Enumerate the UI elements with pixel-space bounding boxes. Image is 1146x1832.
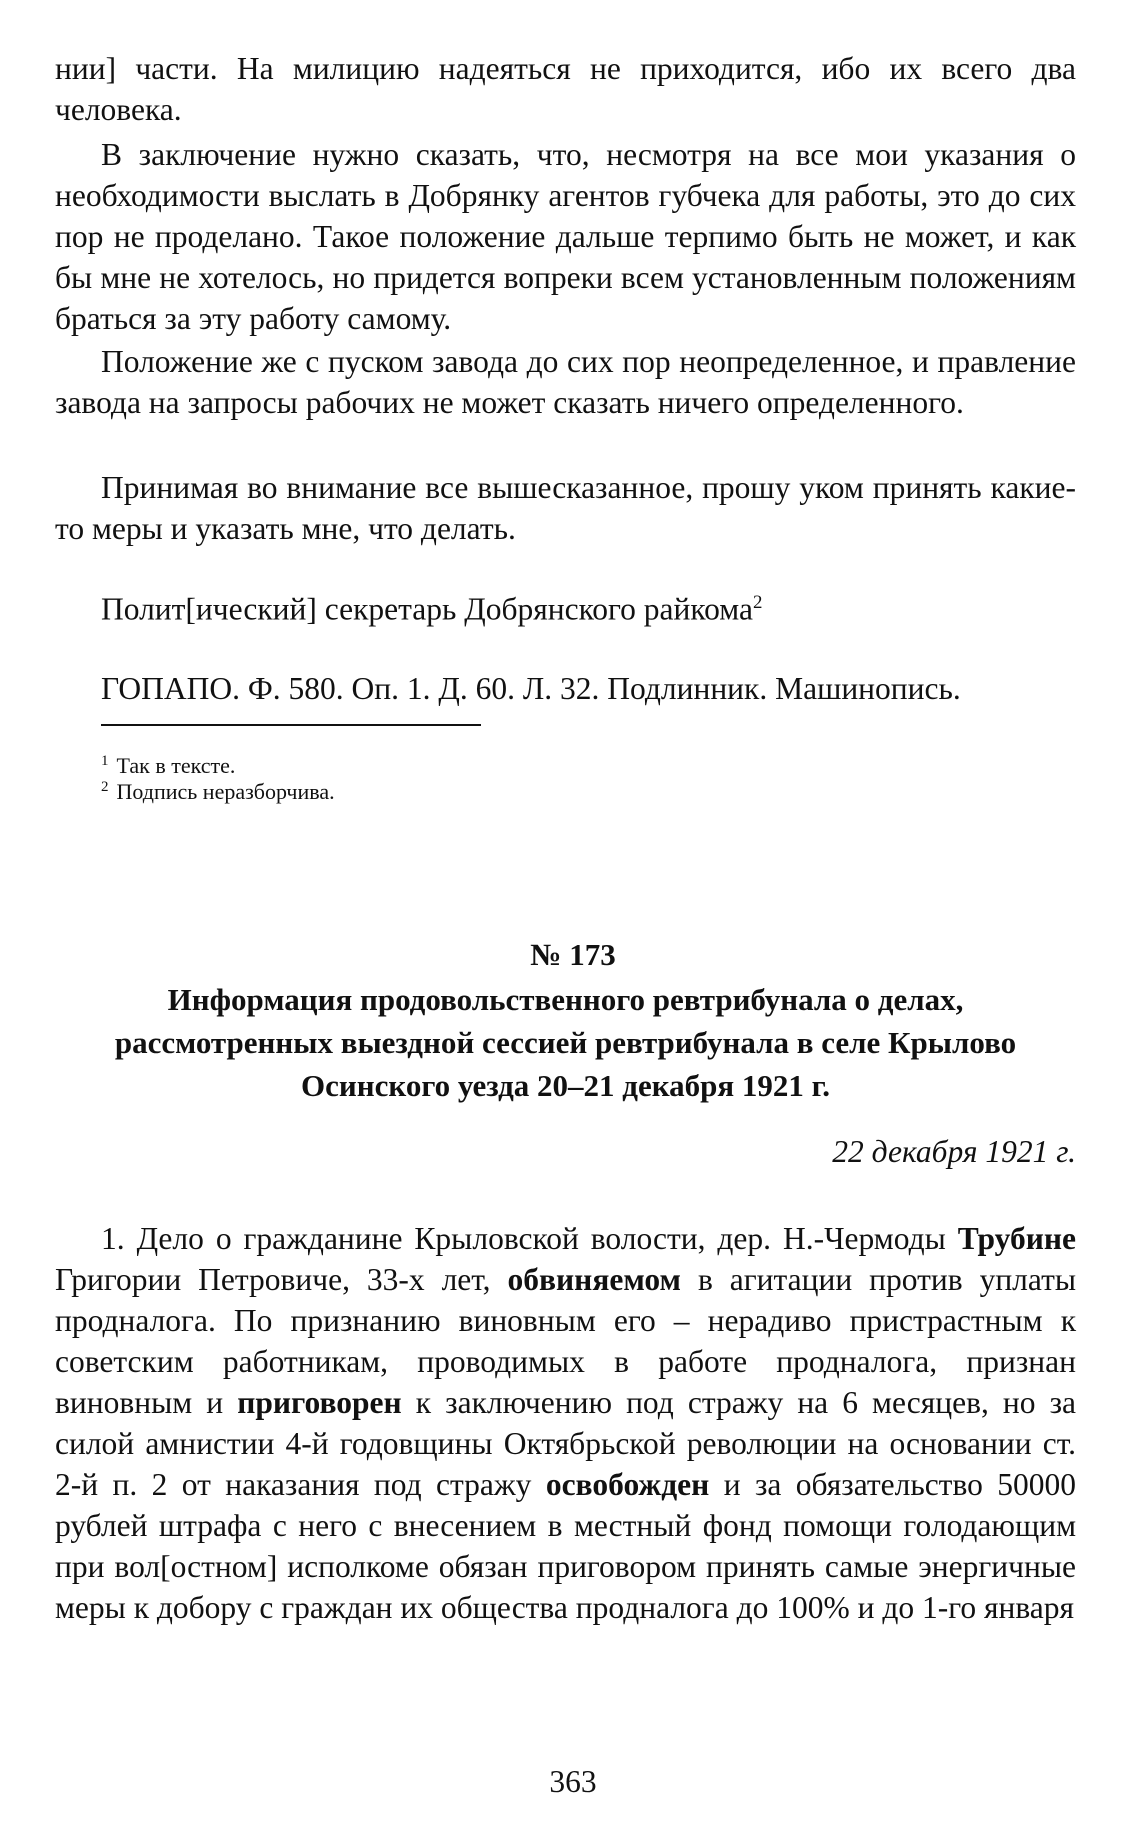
paragraph-continuation: нии] части. На милицию надеяться не приходится, ибо их всего два человека.	[55, 51, 1076, 127]
footnote-divider	[101, 724, 481, 726]
footnote-1-mark: 1	[101, 753, 109, 769]
document-title: Информация продовольственного ревтрибунала о делах, рассмотренных выездной сессией ревтрибунала в селе Крылово Осинского уезда 20–21 декабря 1921 г.	[114, 982, 1017, 1103]
paragraph-factory-status: Положение же с пуском завода до сих пор неопределенное, и правление завода на запросы рабочих не может сказать ничего определенного.	[55, 344, 1076, 420]
footnote-1-text: Так в тексте.	[116, 753, 236, 778]
paragraph-agents-request: В заключение нужно сказать, что, несмотря на все мои указания о необходимости выслать в Добрянку агентов губчека для работы, это до сих пор не проделано. Такое положение дальше терпимо быть не может, и как бы мне не хотелось, но придется вопреки всем установленным положениям браться за эту работу самому.	[55, 137, 1076, 336]
signature-footnote-mark: 2	[752, 592, 763, 613]
footnote-2	[101, 774, 335, 805]
case-text-1: 1. Дело о гражданине Крыловской волости, дер. Н.-Чермоды	[101, 1221, 958, 1256]
signature-line	[101, 582, 762, 630]
paragraph-case-1	[55, 1218, 1076, 1628]
case-text-3: в агитации против уплаты продналога. По признанию виновным его – нерадиво пристрастным к советским работникам, проводимых в работе продналога, признан виновным и	[55, 1262, 1076, 1420]
footnote-2-text: Подпись неразборчива.	[116, 779, 335, 804]
case-text-5: и за обязательство 50000 рублей штрафа с него с внесением в местный фонд помощи голодающим при вол[остном] исполкоме обязан приговором принять самые энергичные меры к добору с граждан их общества продналога до 100% и до 1-го января	[55, 1467, 1077, 1625]
paragraph-request-measures: Принимая во внимание все вышесказанное, прошу уком принять какие-то меры и указать мне, что делать.	[55, 470, 1076, 546]
case-text-4: к заключению под стражу на 6 месяцев, но за силой амнистии 4-й годовщины Октябрьской революции на основании ст. 2-й п. 2 от наказания под стражу	[55, 1385, 1077, 1502]
footnote-2-mark: 2	[101, 779, 109, 795]
signature-text: Полит[ический] секретарь Добрянского райкома	[101, 591, 753, 627]
archive-reference: ГОПАПО. Ф. 580. Оп. 1. Д. 60. Л. 32. Подлинник. Машинопись.	[101, 671, 961, 706]
document-number: № 173	[530, 937, 616, 972]
case-bold-released: освобожден	[545, 1467, 710, 1502]
case-text-2: Григории Петровиче, 33-х лет,	[55, 1262, 508, 1297]
case-bold-defendant: Трубине	[957, 1221, 1076, 1256]
page-number: 363	[549, 1764, 597, 1799]
document-date: 22 декабря 1921 г.	[832, 1134, 1076, 1169]
case-bold-accused: обвиняемом	[507, 1262, 681, 1297]
case-bold-sentenced: приговорен	[237, 1385, 402, 1420]
